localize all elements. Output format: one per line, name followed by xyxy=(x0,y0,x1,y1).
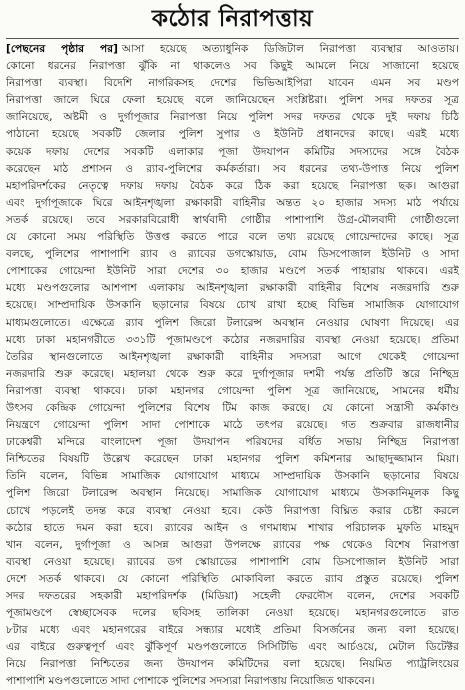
article-line xyxy=(6,400,459,417)
article-line-text: বলছে, পুলিশের পাশাপাশি র‌্যাব ও র‌্যাবের ডগস্কোয়াড, বোম ডিসপোজাল ইউনিট ও সাদা xyxy=(6,248,459,261)
article-line xyxy=(6,554,459,571)
article-line-text: সতর্ক রয়েছে। তবে সরকারবিরোধী স্বার্থবাদী গোষ্ঠীর পাশাপাশি উগ্র-মৌলবাদী গোষ্ঠীগুলো xyxy=(6,213,459,226)
article-line-text: পোশাকের গোয়েন্দা ইউনিট সারা দেশের ৩০ হাজার মণ্ডপে সতর্ক পাহারায় থাকবে। এরই xyxy=(6,265,459,278)
article-line-text: উৎসব কেন্দ্রিক গোয়েন্দা পুলিশের বিশেষ টিম কাজ করছে। যে কোনো সন্ত্রাসী কর্মকাণ্ড xyxy=(6,401,459,414)
article-line-text: চোখে পড়লেই তদন্ত করে ব্যবস্থা নেওয়া হবে। কেউ নিরাপত্তা বিঘ্নিত করার চেষ্টা করলে xyxy=(6,504,459,517)
article-line-text: জানিয়েছে, অষ্টমী ও দুর্গাপূজার নিরাপত্তা নিয়ে পুলিশ সদর দফতর থেকে দুই দফায় চিঠি xyxy=(6,111,459,124)
article-line-text: মধ্যে ঢাকা মহানগরীতে ৩৩১টি পূজামণ্ডপে কঠোর নজরদারির ব্যবস্থা নেওয়া হয়েছে। প্রতিমা xyxy=(6,333,459,346)
article-line-text: নিয়ন্ত্রণে গোয়েন্দা পুলিশ সাদা পোশাকে মাঠে তৎপর রয়েছে। গত শুক্রবার রাজধানীর xyxy=(6,419,459,432)
article-line-text: নিরাপত্তা ব্যবস্থা থাকবে। ঢাকা মহানগর গোয়েন্দা পুলিশ সূত্র জানিয়েছে, সামনের ধর্মীয় xyxy=(6,384,459,397)
article-line xyxy=(6,280,459,297)
headline-divider xyxy=(6,38,459,39)
article-line-text: তিনি বলেন, বিভিন্ন সামাজিক যোগাযোগ মাধ্যমে সাম্প্রদায়িক উসকানি ছড়ানোর বিষয়ে xyxy=(6,470,459,483)
article-line-text: ৮টার মধ্যে এবং মহানগরের বাইরে সন্ধ্যার মধ্যেই প্রতিমা বিসর্জনের জন্য বলা হয়েছে। xyxy=(6,624,459,637)
article-line xyxy=(6,485,459,502)
article-line xyxy=(6,332,459,349)
article-line xyxy=(6,468,459,485)
article-line-text: নিরাপত্তা ব্যবস্থা। বিদেশি নাগরিকসহ দেশের ভিভিআইপিরা যাবেন এমন সব মণ্ডপ xyxy=(6,77,459,90)
article-line xyxy=(6,109,459,126)
article-line xyxy=(6,246,459,263)
article-line xyxy=(6,417,459,434)
article-line xyxy=(6,656,459,673)
article-line xyxy=(6,315,459,332)
article-line-text: সদর দফতরের সহকারী মহাপরিদর্শক (মিডিয়া) সহেলী ফেরদৌস বলেন, দেশের সবকটি xyxy=(6,590,459,602)
article-line-text: ব্যবস্থা নেওয়া হয়েছে। র‌্যাবের ডগ স্কোয়াডের পাশাপাশি বোম ডিসপোজাল ইউনিট সারা xyxy=(6,555,459,568)
article-line xyxy=(6,349,459,366)
article-line-text: কঠোর হাতে দমন করা হবে। র‌্যাবের আইন ও গণমাধ্যম শাখার পরিচালক মুফতি মাহমুদ xyxy=(6,521,459,534)
article-line-text: মাধ্যমগুলোতে। এক্ষেত্রে র‌্যাব পুলিশ জিরো টলারেন্স অবস্থান নেওয়ার ঘোষণা দিয়েছে। এর xyxy=(6,316,459,329)
article-line-text: কোনো ধরনের নিরাপত্তা ঝুঁকি না থাকলেও সব কিছুই আমলে নিয়ে সাজানো হয়েছে xyxy=(6,60,459,73)
article-line xyxy=(6,588,459,605)
article-line-text: এর বাইরে গুরুত্বপূর্ণ এবং ঝুঁকিপূর্ণ মণ্ডপগুলোতে সিসিটিভি এবং আর্চওয়ে, মেটাল ডিটেক্টর xyxy=(6,641,459,654)
article-line xyxy=(6,178,459,195)
article-line-text: খান বলেন, দুর্গাপূজা ও আসন্ন আগুরা উপলক্ষে র‌্যাবের পক্ষ থেকেও বিশেষ নিরাপত্তা xyxy=(6,538,459,551)
article-line-text: দেশে সতর্ক থাকবে। যে কোনো পরিস্থিতি মোকাবিলা করতে র‌্যাব প্রস্তুত রয়েছে। পুলিশ xyxy=(6,572,459,585)
article-line xyxy=(6,92,459,109)
article-line-text: পাঠানো হয়েছে সবকটি জেলার পুলিশ সুপার ও ইউনিট প্রধানদের কাছে। এরই মধ্যে xyxy=(6,128,459,141)
article-line xyxy=(6,212,459,229)
article-line xyxy=(6,520,459,537)
article-line-text: মহাপরিদর্শকের নেতৃত্বে দফায় দফায় বৈঠক করে ঠিক করা হয়েছে নিরাপত্তা ছক। আগুরা xyxy=(6,179,459,192)
article-line xyxy=(6,58,459,75)
article-line xyxy=(6,673,459,690)
article-line-text: করেছেন মাঠ প্রশাসন ও র‌্যাব-পুলিশের কর্মকর্তারা। সব ধরনের তথ্য-উপাত্ত নিয়ে পুলিশ xyxy=(6,162,459,175)
article-line xyxy=(6,41,459,58)
article-line xyxy=(6,229,459,246)
article-line xyxy=(6,383,459,400)
article-line-text: যে কোনো সময় পরিস্থিতি উত্তপ্ত করতে পারে বলে তথ্য রয়েছে গোয়েন্দাদের কাছে। সূত্র xyxy=(6,231,459,244)
article-line-text: হয়েছে। সাম্প্রদায়িক উসকানি ছড়ানোর বিষয়ে চোখ রাখা হচ্ছে বিভিন্ন সামাজিক যোগাযোগ xyxy=(6,299,459,312)
article-line-text: তৈরির স্থানগুলোতে আইনশৃঙ্খলা রক্ষাকারী বাহিনীর সদস্যরা আগে থেকেই গোয়েন্দা xyxy=(6,350,459,363)
article-line xyxy=(6,537,459,554)
continued-label: [পেছনের পৃষ্ঠার পর] xyxy=(6,43,118,55)
article-line-text: কয়েক দফায় দেশের সবকটি এলাকার পূজা উদযাপন কমিটির সদস্যদের সঙ্গে বৈঠক xyxy=(6,145,459,158)
article-line xyxy=(6,297,459,314)
article-line-text: পূজামণ্ডপে স্বেচ্ছাসেবক দলের ছবিসহ তালিকা নেওয়া হয়েছে। মহানগরগুলোতে রাত xyxy=(6,607,459,620)
article-line xyxy=(6,161,459,178)
article-line xyxy=(6,639,459,656)
article-line xyxy=(6,571,459,588)
article-line xyxy=(6,75,459,92)
article-line xyxy=(6,622,459,639)
article-line xyxy=(6,195,459,212)
article-line-text: আসা হয়েছে অত্যাধুনিক ডিজিটাল নিরাপত্তা ব্যবস্থার আওতায়। xyxy=(121,43,459,55)
article-body xyxy=(6,41,459,690)
article-line xyxy=(6,605,459,622)
article-line xyxy=(6,144,459,161)
article-line-text: এবং দুর্গাপূজাকে ঘিরে আইনশৃঙ্খলা রক্ষাকারী বাহিনীর অন্তত ২০ হাজার সদস্য মাঠ পর্যায়ে xyxy=(6,196,459,209)
article-line-text: মধ্যে মণ্ডপগুলোর আশপাশ এলাকায় আইনশৃঙ্খলা রক্ষাকারী বাহিনীর বিশেষ নজরদারি শুরু xyxy=(6,282,459,295)
article-line-text: নজরদারি শুরু করেছে। মহালয়া থেকে শুরু করে দুর্গাপূজার দশমী পর্যন্ত প্রতিটি স্তরে নিশ্ছিদ্র xyxy=(6,367,459,380)
article-line xyxy=(6,434,459,451)
article-line-text: নিরাপত্তা জালে ঘিরে ফেলা হয়েছে বলে জানিয়েছেন সংশ্লিষ্টরা। পুলিশ সদর দফতর সূত্র xyxy=(6,94,459,107)
article-line xyxy=(6,451,459,468)
article-line-text: ঢাকেশ্বরী মন্দিরে বাংলাদেশ পূজা উদযাপন পরিষদের বর্ধিত সভায় নিশ্ছিদ্র নিরাপত্তা xyxy=(6,436,459,449)
article-line xyxy=(6,263,459,280)
article-line xyxy=(6,126,459,143)
article-line-text: পাশাপাশি মণ্ডপগুলোতে সাদা পোশাকে পুলিশের সদস্যরা নিরাপত্তায় নিয়োজিত থাকবেন। xyxy=(6,675,375,688)
article-line xyxy=(6,366,459,383)
article-line-text: নিশ্চিতের বিষয়টি উল্লেখ করেছেন ঢাকা মহানগর পুলিশ কমিশনার আছাদুজ্জামান মিয়া। xyxy=(6,453,459,466)
article-line-text: পুলিশ জিরো টলারেন্স অবস্থান নিয়েছে। সামাজিক যোগাযোগ মাধ্যমে উসকানিমূলক কিছু xyxy=(6,487,459,500)
article-line xyxy=(6,503,459,520)
article-line-text: নিয়ে নিরাপত্তা নিশ্চিতের জন্য উদযাপন কমিটিদের বলা হয়েছে। নিয়মিত প্যাট্রলিংয়ের xyxy=(6,658,459,671)
article-headline: কঠোর নিরাপত্তায় xyxy=(151,6,314,32)
